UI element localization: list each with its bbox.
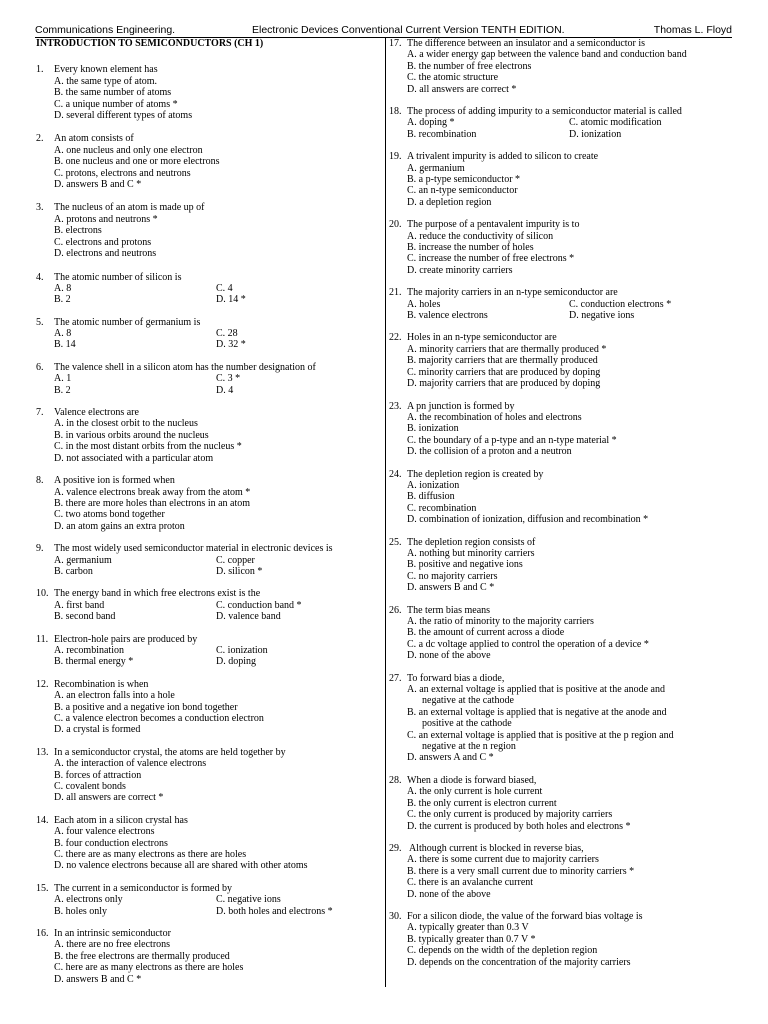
question-stem (389, 469, 734, 480)
question-stem (389, 537, 734, 548)
answer-option-row (36, 385, 376, 396)
question-text: Valence electrons are (54, 407, 139, 419)
answer-option: C. ionization (216, 644, 268, 656)
question-number: 1. (36, 64, 44, 76)
answer-option-row (389, 310, 734, 321)
question-text: The current in a semiconductor is formed by (54, 882, 232, 894)
answer-option: A. minority carriers that are thermally produced * (407, 343, 607, 355)
question-stem (36, 815, 376, 826)
answer-option-row (36, 894, 376, 905)
question-stem (389, 332, 734, 343)
question-stem (36, 362, 376, 373)
question-stem (389, 605, 734, 616)
answer-option: D. several different types of atoms (54, 110, 193, 122)
header-course: Communications Engineering. (35, 24, 176, 36)
answer-option: A. holes (407, 298, 441, 310)
answer-option: B. forces of attraction (54, 769, 142, 781)
question-text: A trivalent impurity is added to silicon to create (407, 151, 599, 163)
question-stem (36, 747, 376, 758)
question-text: The process of adding impurity to a semiconductor material is called (407, 106, 682, 118)
answer-option: A. protons and neutrons * (54, 213, 158, 225)
answer-option: D. answers B and C * (407, 582, 495, 594)
question-item (36, 475, 376, 532)
question-item (389, 332, 734, 389)
question-item (389, 537, 734, 594)
question-text: The term bias means (407, 604, 491, 616)
answer-option: A. the interaction of valence electrons (54, 758, 207, 770)
question-stem (389, 151, 734, 162)
answer-option: B. majority carriers that are thermally produced (407, 355, 598, 367)
question-item (389, 605, 734, 662)
answer-option: C. atomic modification (569, 117, 662, 129)
answer-option: B. four conduction electrons (54, 837, 168, 849)
answer-option: A. nothing but minority carriers (407, 547, 535, 559)
question-text: The atomic number of silicon is (54, 271, 182, 283)
answer-option-row (36, 600, 376, 611)
left-column (36, 38, 376, 985)
answer-option: D. 4 (216, 384, 234, 396)
answer-option: C. 3 * (216, 373, 241, 385)
answer-option-row (36, 906, 376, 917)
question-item (389, 401, 734, 458)
answer-option: D. none of the above (407, 650, 491, 662)
answer-option: B. thermal energy * (54, 656, 134, 668)
question-item (36, 64, 376, 121)
answer-option: A. the recombination of holes and electrons (407, 411, 582, 423)
question-item (389, 673, 734, 764)
answer-option-row (389, 129, 734, 140)
answer-option: A. reduce the conductivity of silicon (407, 230, 554, 242)
question-text: Holes in an n-type semiconductor are (407, 332, 557, 344)
answer-option: C. no majority carriers (407, 570, 498, 582)
answer-option: C. a valence electron becomes a conduction electron (54, 712, 264, 724)
question-text: Recombination is when (54, 678, 149, 690)
answer-option-continued: negative at the cathode (422, 695, 514, 707)
question-number: 19. (389, 151, 402, 163)
answer-option: C. covalent bonds (54, 780, 126, 792)
question-number: 4. (36, 271, 44, 283)
answer-option-continued: positive at the cathode (422, 718, 512, 730)
answer-option: D. answers B and C * (54, 179, 142, 191)
answer-option: B. a p-type semiconductor * (407, 174, 521, 186)
question-stem (36, 634, 376, 645)
answer-option: B. recombination (407, 128, 477, 140)
question-number: 9. (36, 543, 44, 555)
question-number: 14. (36, 814, 49, 826)
question-stem (36, 679, 376, 690)
answer-option: C. 4 (216, 282, 233, 294)
question-item (389, 775, 734, 832)
answer-option: D. negative ions (569, 310, 635, 322)
answer-option: D. combination of ionization, diffusion and recombination * (407, 514, 649, 526)
answer-option: B. one nucleus and one or more electrons (54, 156, 220, 168)
answer-option-row (389, 299, 734, 310)
question-item (36, 747, 376, 804)
question-number: 3. (36, 202, 44, 214)
answer-option: B. second band (54, 611, 116, 623)
question-text: The nucleus of an atom is made up of (54, 202, 205, 214)
question-item (389, 287, 734, 321)
question-text: In an intrinsic semiconductor (54, 927, 171, 939)
answer-option: B. the amount of current across a diode (407, 627, 565, 639)
answer-option: A. a wider energy gap between the valence band and conduction band (407, 49, 687, 61)
question-number: 18. (389, 106, 402, 118)
question-text: Every known element has (54, 64, 158, 76)
answer-option: D. electrons and neutrons (54, 248, 157, 260)
answer-option: B. increase the number of holes (407, 242, 534, 254)
question-text: The valence shell in a silicon atom has the number designation of (54, 361, 316, 373)
question-number: 22. (389, 332, 402, 344)
question-stem (389, 911, 734, 922)
question-number: 24. (389, 468, 402, 480)
answer-option: A. 8 (54, 282, 72, 294)
question-number: 21. (389, 287, 402, 299)
answer-option: B. there are more holes than electrons in an atom (54, 497, 251, 509)
answer-option: D. none of the above (407, 888, 491, 900)
question-number: 26. (389, 604, 402, 616)
question-number: 23. (389, 400, 402, 412)
answer-option-row (36, 328, 376, 339)
question-stem (389, 38, 734, 49)
question-text: The atomic number of germanium is (54, 316, 201, 328)
question-item (36, 543, 376, 577)
question-stem (36, 64, 376, 75)
question-number: 5. (36, 316, 44, 328)
question-text: Electron-hole pairs are produced by (54, 633, 198, 645)
answer-option: D. ionization (569, 128, 622, 140)
answer-option: C. electrons and protons (54, 236, 152, 248)
answer-option: B. ionization (407, 423, 459, 435)
question-text: A positive ion is formed when (54, 475, 175, 487)
answer-option: D. a depletion region (407, 196, 492, 208)
answer-option: C. the atomic structure (407, 72, 499, 84)
answer-option: C. in the most distant orbits from the nucleus * (54, 441, 242, 453)
question-text: The majority carriers in an n-type semiconductor are (407, 287, 618, 299)
answer-option: C. an n-type semiconductor (407, 185, 518, 197)
question-item (36, 202, 376, 259)
question-item (389, 219, 734, 276)
answer-option: A. there are no free electrons (54, 939, 171, 951)
answer-option-row (36, 294, 376, 305)
question-text: In a semiconductor crystal, the atoms are held together by (54, 746, 286, 758)
answer-option: C. protons, electrons and neutrons (54, 167, 191, 179)
answer-option: A. the only current is hole current (407, 786, 543, 798)
answer-option: A. 1 (54, 373, 72, 385)
answer-option-row (36, 611, 376, 622)
question-number: 29. (389, 842, 402, 854)
answer-option: C. negative ions (216, 894, 281, 906)
question-item (36, 928, 376, 985)
answer-option: A. ionization (407, 479, 460, 491)
answer-option: D. depends on the concentration of the majority carriers (407, 956, 631, 968)
answer-option: D. the collision of a proton and a neutron (407, 446, 572, 458)
question-text: For a silicon diode, the value of the forward bias voltage is (407, 910, 643, 922)
answer-option: A. one nucleus and only one electron (54, 144, 203, 156)
question-number: 25. (389, 536, 402, 548)
answer-option: A. valence electrons break away from the atom * (54, 486, 251, 498)
question-stem (389, 401, 734, 412)
answer-option: A. there is some current due to majority carriers (407, 854, 599, 866)
question-item (389, 38, 734, 95)
section-title: INTRODUCTION TO SEMICONDUCTORS (CH 1) (36, 38, 264, 49)
answer-option: D. all answers are correct * (54, 792, 164, 804)
question-number: 8. (36, 475, 44, 487)
question-text: The depletion region consists of (407, 536, 536, 548)
answer-option: B. 2 (54, 294, 71, 306)
question-text: Each atom in a silicon crystal has (54, 814, 188, 826)
answer-option: C. there are as many electrons as there are holes (54, 848, 247, 860)
answer-option: D. doping (216, 656, 256, 668)
question-number: 10. (36, 588, 49, 600)
answer-option: C. minority carriers that are produced by doping (407, 366, 601, 378)
question-text: The depletion region is created by (407, 468, 544, 480)
question-item (389, 106, 734, 140)
answer-option-row (36, 645, 376, 656)
question-stem (389, 775, 734, 786)
answer-option: D. the current is produced by both holes and electrons * (407, 820, 631, 832)
answer-option: D. 32 * (216, 339, 246, 351)
question-stem (389, 843, 734, 854)
answer-option-row (36, 373, 376, 384)
answer-option: A. doping * (407, 117, 455, 129)
answer-option: D. all answers are correct * (407, 83, 517, 95)
answer-option: A. 8 (54, 328, 72, 340)
column-divider (385, 37, 386, 987)
question-item (389, 911, 734, 968)
answer-option: A. an external voltage is applied that is positive at the anode and (407, 684, 665, 696)
answer-option: C. a dc voltage applied to control the operation of a device * (407, 638, 649, 650)
answer-option-row (36, 283, 376, 294)
question-stem (36, 543, 376, 554)
right-column (389, 38, 734, 968)
answer-option: C. increase the number of free electrons * (407, 253, 575, 265)
answer-option: B. electrons (54, 225, 102, 237)
question-item (389, 843, 734, 900)
answer-option-continued: negative at the n region (422, 741, 516, 753)
answer-option: A. four valence electrons (54, 826, 155, 838)
question-number: 28. (389, 774, 402, 786)
question-number: 12. (36, 678, 49, 690)
answer-option: A. germanium (54, 554, 112, 566)
question-item (36, 679, 376, 736)
question-number: 17. (389, 38, 402, 49)
answer-option: C. an external voltage is applied that is positive at the p region and (407, 729, 674, 741)
answer-option: B. the same number of atoms (54, 87, 172, 99)
answer-option: B. typically greater than 0.7 V * (407, 933, 536, 945)
question-text: The purpose of a pentavalent impurity is to (407, 219, 580, 231)
question-item (36, 815, 376, 872)
answer-option-row (36, 555, 376, 566)
answer-option: A. electrons only (54, 894, 123, 906)
question-number: 16. (36, 927, 49, 939)
answer-option: B. 2 (54, 384, 71, 396)
question-stem (36, 475, 376, 486)
answer-option: B. diffusion (407, 491, 455, 503)
question-text: An atom consists of (54, 133, 134, 145)
answer-option: B. carbon (54, 565, 93, 577)
answer-option: B. the number of free electrons (407, 60, 532, 72)
answer-option: C. two atoms bond together (54, 509, 165, 521)
question-text: The most widely used semiconductor material in electronic devices is (54, 543, 333, 555)
answer-option: C. there is an avalanche current (407, 877, 534, 889)
answer-option-row (389, 117, 734, 128)
answer-option: C. recombination (407, 502, 477, 514)
question-text: When a diode is forward biased, (407, 774, 537, 786)
question-item (36, 588, 376, 622)
answer-option: A. first band (54, 599, 105, 611)
question-number: 6. (36, 361, 44, 373)
answer-option: B. 14 (54, 339, 76, 351)
answer-option: C. the boundary of a p-type and an n-type material * (407, 434, 617, 446)
answer-option: D. no valence electrons because all are shared with other atoms (54, 860, 308, 872)
question-number: 27. (389, 672, 402, 684)
question-stem (36, 407, 376, 418)
answer-option: B. valence electrons (407, 310, 488, 322)
answer-option-row (36, 656, 376, 667)
question-number: 15. (36, 882, 49, 894)
answer-option: B. an external voltage is applied that is negative at the anode and (407, 706, 667, 718)
question-text: Although current is blocked in reverse bias, (407, 842, 584, 854)
question-stem (36, 588, 376, 599)
question-item (389, 151, 734, 208)
question-item (36, 883, 376, 917)
question-number: 2. (36, 133, 44, 145)
answer-option: C. 28 (216, 328, 238, 340)
question-text: The energy band in which free electrons exist is the (54, 588, 261, 600)
answer-option: D. 14 * (216, 294, 246, 306)
answer-option: D. answers B and C * (54, 973, 142, 985)
question-number: 7. (36, 407, 44, 419)
answer-option: B. the free electrons are thermally produced (54, 950, 230, 962)
answer-option: C. here are as many electrons as there are holes (54, 962, 244, 974)
question-number: 20. (389, 219, 402, 231)
question-stem (36, 883, 376, 894)
question-number: 30. (389, 910, 402, 922)
answer-option: D. create minority carriers (407, 264, 513, 276)
question-item (389, 469, 734, 526)
answer-option: B. holes only (54, 905, 108, 917)
answer-option: D. answers A and C * (407, 752, 494, 764)
question-text: A pn junction is formed by (407, 400, 515, 412)
question-item (36, 634, 376, 668)
answer-option: A. germanium (407, 162, 465, 174)
question-text: To forward bias a diode, (407, 672, 505, 684)
answer-option: A. typically greater than 0.3 V (407, 922, 529, 934)
question-item (36, 272, 376, 306)
question-stem (36, 202, 376, 213)
answer-option: B. the only current is electron current (407, 797, 557, 809)
answer-option: D. silicon * (216, 565, 263, 577)
question-stem (36, 317, 376, 328)
question-stem (389, 673, 734, 684)
answer-option: B. in various orbits around the nucleus (54, 429, 209, 441)
answer-option: C. copper (216, 554, 255, 566)
answer-option: C. conduction band * (216, 599, 302, 611)
question-item (36, 133, 376, 190)
question-item (36, 407, 376, 464)
question-text: The difference between an insulator and a semiconductor is (407, 38, 646, 49)
answer-option: D. an atom gains an extra proton (54, 520, 185, 532)
question-stem (36, 272, 376, 283)
answer-option: C. conduction electrons * (569, 298, 672, 310)
answer-option: D. valence band (216, 611, 281, 623)
answer-option: A. recombination (54, 644, 124, 656)
page-header (35, 23, 732, 38)
answer-option: A. in the closest orbit to the nucleus (54, 418, 198, 430)
question-stem (36, 928, 376, 939)
answer-option: A. the same type of atom. (54, 75, 158, 87)
question-item (36, 362, 376, 396)
question-item (36, 317, 376, 351)
answer-option: D. a crystal is formed (54, 724, 141, 736)
answer-option: B. there is a very small current due to minority carriers * (407, 865, 635, 877)
answer-option: C. a unique number of atoms * (54, 98, 178, 110)
answer-option: C. the only current is produced by majority carriers (407, 809, 613, 821)
question-stem (389, 219, 734, 230)
answer-option: A. the ratio of minority to the majority carriers (407, 616, 594, 627)
question-stem (389, 106, 734, 117)
question-stem (36, 133, 376, 144)
answer-option: B. positive and negative ions (407, 559, 523, 571)
answer-option: D. both holes and electrons * (216, 905, 333, 917)
answer-option: A. an electron falls into a hole (54, 690, 175, 702)
answer-option: D. not associated with a particular atom (54, 452, 214, 464)
answer-option-row (36, 566, 376, 577)
header-author: Thomas L. Floyd (653, 24, 732, 36)
question-number: 11. (36, 633, 49, 645)
question-stem (389, 287, 734, 298)
question-number: 13. (36, 746, 49, 758)
header-book-title: Electronic Devices Conventional Current Version TENTH EDITION. (252, 24, 565, 36)
answer-option-row (36, 339, 376, 350)
answer-option: D. majority carriers that are produced by doping (407, 378, 601, 390)
answer-option: B. a positive and a negative ion bond together (54, 701, 238, 713)
answer-option: C. depends on the width of the depletion region (407, 945, 598, 957)
